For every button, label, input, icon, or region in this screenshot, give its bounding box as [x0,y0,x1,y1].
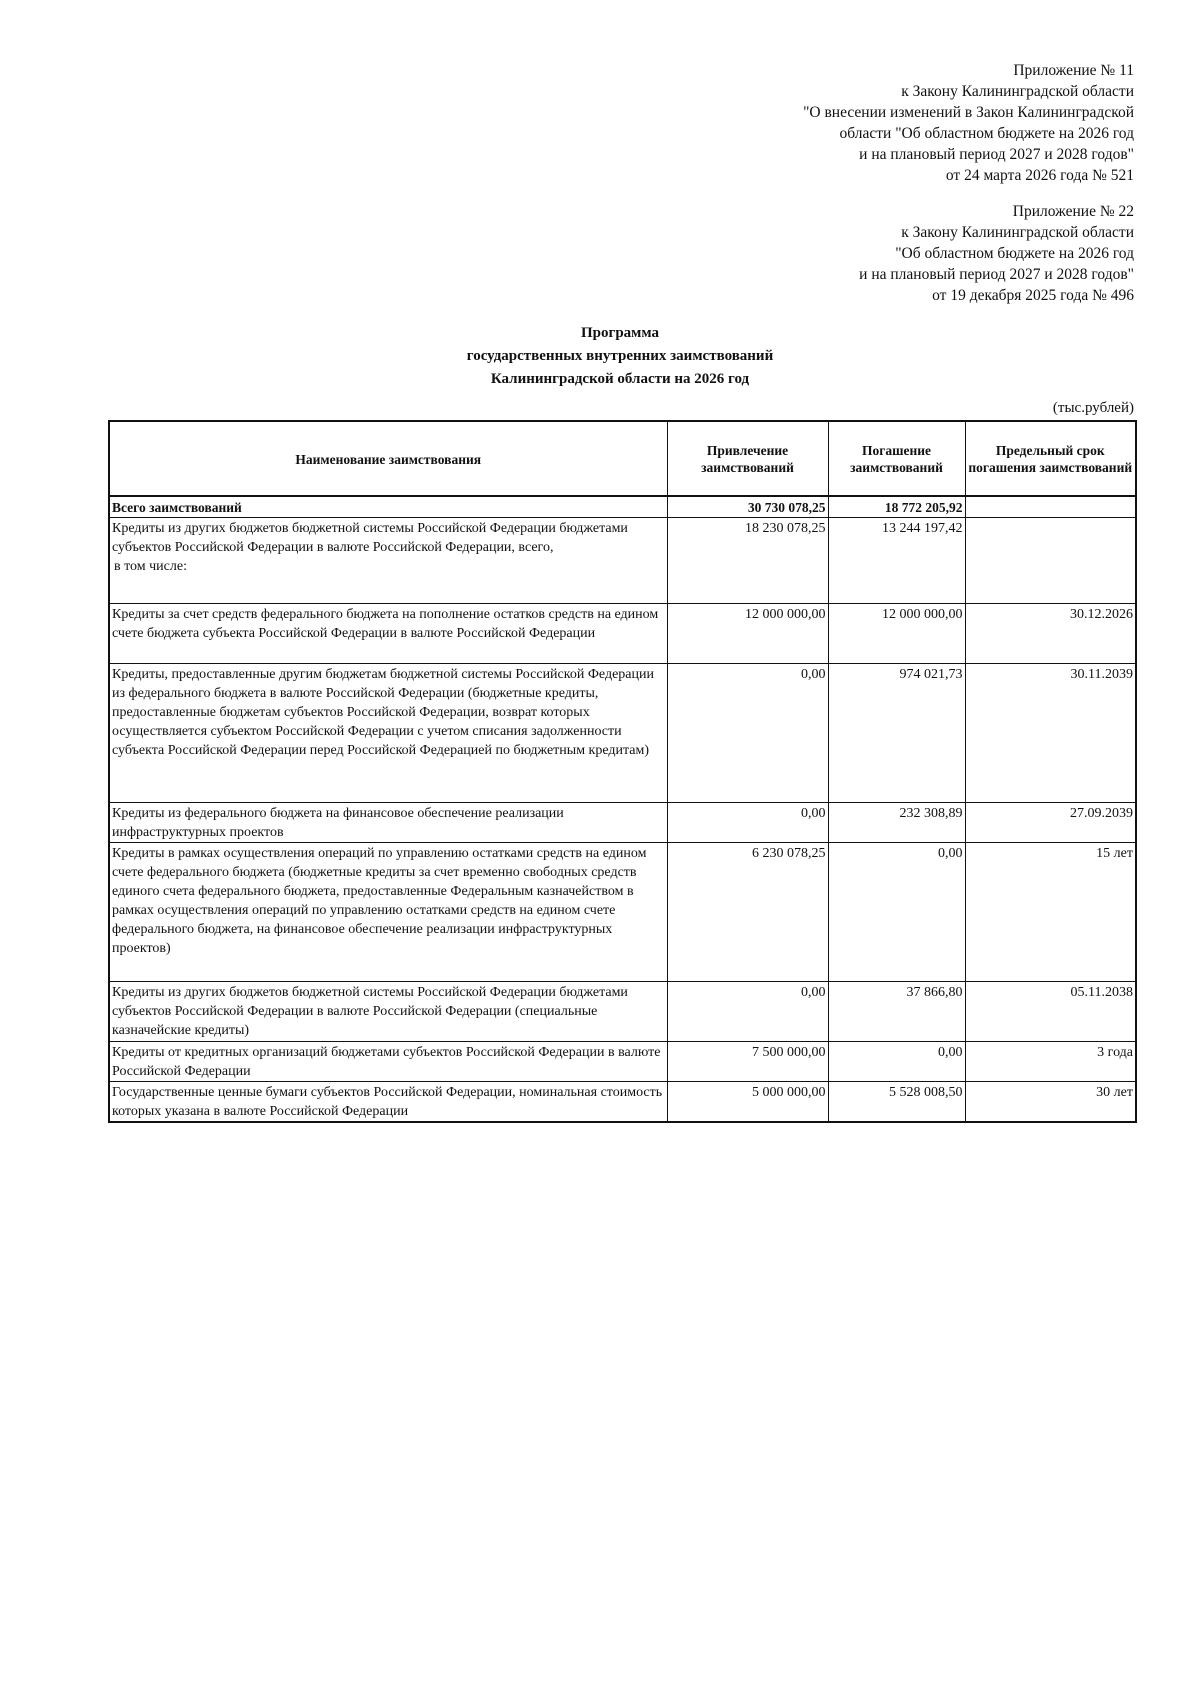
cell-repayment: 12 000 000,00 [828,604,965,664]
cell-term [965,496,1136,518]
appendix-line: и на плановый период 2027 и 2028 годов" [859,266,1134,283]
appendix-line: и на плановый период 2027 и 2028 годов" [859,146,1134,163]
cell-attraction: 18 230 078,25 [667,518,828,604]
cell-name: Кредиты за счет средств федерального бюджета на пополнение остатков средств на едином счете бюджета субъекта Российской Федерации в валюте Российской Федерации [109,604,667,664]
header-name: Наименование заимствования [109,421,667,496]
table-row [109,1042,1136,1082]
cell-attraction: 0,00 [667,982,828,1042]
row-name-text: Кредиты из других бюджетов бюджетной системы Российской Федерации бюджетами субъектов Российской Федерации в валюте Российской Федерации, всего, [112,521,628,555]
cell-repayment: 974 021,73 [828,664,965,803]
table-row [109,803,1136,843]
header-term: Предельный срок погашения заимствований [965,421,1136,496]
table-row [109,1082,1136,1123]
cell-term: 27.09.2039 [965,803,1136,843]
table-row-total [109,496,1136,518]
cell-attraction: 0,00 [667,664,828,803]
title-line: Программа [581,325,659,341]
cell-name: Кредиты, предоставленные другим бюджетам бюджетной системы Российской Федерации из федерального бюджета в валюте Российской Федерации (бюджетные кредиты, предоставленные бюджетам субъектов Российской Федерации, возврат которых осуществляется субъектом Российской Федерации с учетом списания задолженности субъекта Российской Федерации перед Российской Федерацией по бюджетным кредитам) [109,664,667,803]
cell-name: Кредиты в рамках осуществления операций по управлению остатками средств на едином счете федерального бюджета (бюджетные кредиты за счет временно свободных средств единого счета федерального бюджета, предоставленные Федеральным казначейством в рамках осуществления операций по управлению остатками средств на едином счете федерального бюджета, на финансовое обеспечение реализации инфраструктурных проектов) [109,843,667,982]
cell-repayment: 13 244 197,42 [828,518,965,604]
cell-attraction: 5 000 000,00 [667,1082,828,1123]
cell-name: Государственные ценные бумаги субъектов Российской Федерации, номинальная стоимость которых указана в валюте Российской Федерации [109,1082,667,1123]
appendix-line: к Закону Калининградской области [901,83,1134,100]
header-repayment: Погашение заимствований [828,421,965,496]
units-label: (тыс.рублей) [1052,400,1134,416]
cell-name: Кредиты от кредитных организаций бюджетами субъектов Российской Федерации в валюте Российской Федерации [109,1042,667,1082]
appendix-line: "Об областном бюджете на 2026 год [895,245,1134,262]
table-row [109,518,1136,604]
appendix-line: от 19 декабря 2025 года № 496 [932,287,1134,304]
cell-repayment: 0,00 [828,1042,965,1082]
cell-repayment: 232 308,89 [828,803,965,843]
cell-repayment: 5 528 008,50 [828,1082,965,1123]
table-row [109,604,1136,664]
table-row [109,664,1136,803]
borrowing-table [108,420,1137,1123]
appendix-line: Приложение № 11 [1013,62,1134,79]
appendix-header-current [803,60,1134,186]
cell-attraction: 12 000 000,00 [667,604,828,664]
table-row [109,843,1136,982]
cell-name: Кредиты из федерального бюджета на финансовое обеспечение реализации инфраструктурных проектов [109,803,667,843]
header-attraction: Привлечение заимствований [667,421,828,496]
cell-attraction: 30 730 078,25 [667,496,828,518]
cell-name [109,518,667,604]
table-header-row [109,421,1136,496]
cell-attraction: 6 230 078,25 [667,843,828,982]
appendix-line: "О внесении изменений в Закон Калининградской [803,104,1134,121]
appendix-line: области "Об областном бюджете на 2026 год [839,125,1134,142]
title-line: государственных внутренних заимствований [466,348,774,364]
cell-repayment: 37 866,80 [828,982,965,1042]
cell-name: Всего заимствований [109,496,667,518]
appendix-line: Приложение № 22 [1012,203,1134,220]
cell-attraction: 0,00 [667,803,828,843]
appendix-header-original [859,201,1134,306]
cell-term: 30.11.2039 [965,664,1136,803]
cell-repayment: 18 772 205,92 [828,496,965,518]
cell-term: 30.12.2026 [965,604,1136,664]
cell-term [965,518,1136,604]
cell-name: Кредиты из других бюджетов бюджетной системы Российской Федерации бюджетами субъектов Российской Федерации в валюте Российской Федерации (специальные казначейские кредиты) [109,982,667,1042]
cell-term: 15 лет [965,843,1136,982]
cell-repayment: 0,00 [828,843,965,982]
table-row [109,982,1136,1042]
appendix-line: к Закону Калининградской области [901,224,1134,241]
cell-term: 30 лет [965,1082,1136,1123]
document-title [0,322,1200,391]
cell-term: 3 года [965,1042,1136,1082]
row-subtext: в том числе: [114,559,187,574]
cell-term: 05.11.2038 [965,982,1136,1042]
appendix-line: от 24 марта 2026 года № 521 [945,167,1134,184]
cell-attraction: 7 500 000,00 [667,1042,828,1082]
title-line: Калининградской области на 2026 год [490,371,750,387]
